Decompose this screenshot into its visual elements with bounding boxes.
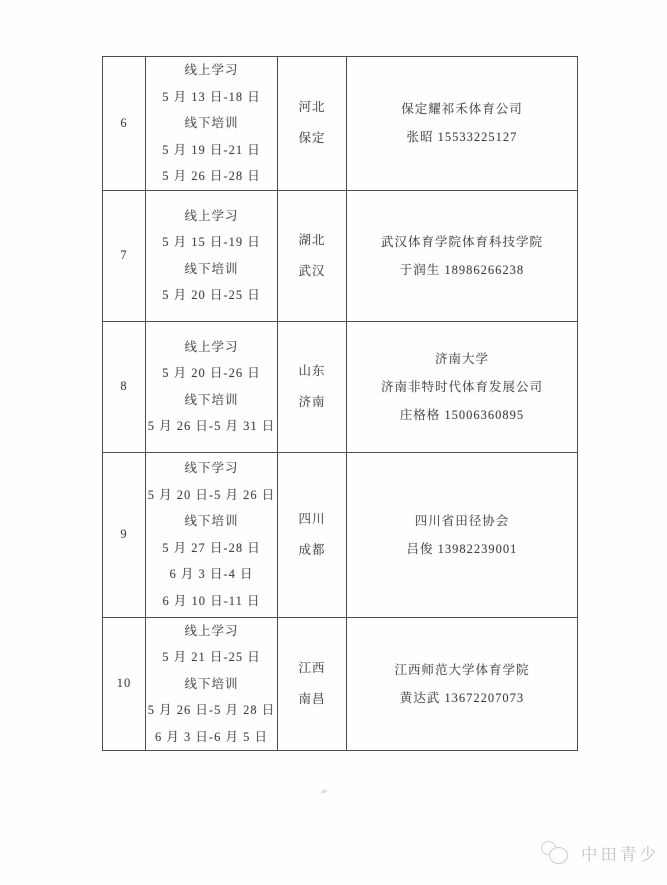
- contact-cell: [347, 617, 578, 751]
- schedule-line: 5 月 26 日-28 日: [162, 169, 261, 183]
- table-row: [103, 452, 578, 617]
- schedule-line: 5 月 27 日-28 日: [162, 540, 261, 555]
- contact-line: 黄达武 13672207073: [399, 690, 525, 705]
- contact-line: 保定耀祁禾体育公司: [401, 102, 523, 117]
- schedule-line: 5 月 13 日-18 日: [162, 89, 261, 104]
- schedule-line: 6 月 3 日-6 月 5 日: [155, 729, 268, 744]
- row-number: 7: [103, 190, 146, 321]
- contact-cell: [347, 321, 578, 452]
- logo-circle-large: [549, 847, 568, 864]
- location-cell: [278, 57, 347, 191]
- contact-line: 于润生 18986266238: [399, 262, 525, 277]
- location-line: 湖北: [298, 232, 326, 247]
- location-cell: [278, 190, 347, 321]
- schedule-cell: [146, 57, 278, 191]
- location-line: 四川: [298, 511, 326, 526]
- schedule-line: 线上学习: [184, 63, 239, 77]
- schedule-line: 5 月 19 日-21 日: [162, 142, 261, 157]
- location-cell: [278, 321, 347, 452]
- schedule-line: 5 月 26 日-5 月 28 日: [147, 703, 276, 717]
- table-row: [103, 57, 578, 191]
- row-number: 6: [103, 57, 146, 191]
- training-schedule-table: [102, 56, 578, 751]
- schedule-line: 5 月 26 日-5 月 31 日: [147, 419, 276, 433]
- contact-line: 济南大学: [434, 351, 489, 366]
- row-number: 8: [103, 321, 146, 452]
- location-line: 山东: [298, 363, 326, 378]
- schedule-line: 线下培训: [184, 514, 239, 528]
- schedule-cell: [146, 190, 278, 321]
- schedule-line: 6 月 10 日-11 日: [162, 593, 261, 608]
- contact-line: 吕俊 13982239001: [406, 541, 518, 556]
- schedule-cell: [146, 321, 278, 452]
- location-line: 河北: [298, 100, 326, 115]
- table-row: [103, 617, 578, 751]
- schedule-line: 线下培训: [184, 261, 239, 276]
- zhongtian-logo-icon: [540, 838, 574, 868]
- schedule-line: 5 月 15 日-19 日: [162, 235, 261, 249]
- schedule-line: 5 月 21 日-25 日: [162, 650, 261, 664]
- watermark-text: 中田青少: [581, 845, 659, 864]
- contact-line: 武汉体育学院体育科技学院: [380, 234, 543, 249]
- location-line: 南昌: [298, 691, 326, 706]
- contact-cell: [347, 190, 578, 321]
- schedule-line: 线下学习: [184, 461, 239, 475]
- schedule-line: 5 月 20 日-5 月 26 日: [147, 487, 276, 502]
- schedule-line: 5 月 20 日-26 日: [162, 366, 261, 380]
- scan-artifact: [321, 789, 328, 794]
- location-cell: [278, 617, 347, 751]
- contact-line: 江西师范大学体育学院: [394, 662, 530, 677]
- contact-line: 四川省田径协会: [414, 513, 510, 528]
- schedule-cell: [146, 452, 278, 617]
- table-row: [103, 321, 578, 452]
- contact-line: 济南非特时代体育发展公司: [380, 379, 543, 394]
- schedule-line: 线下培训: [184, 392, 239, 407]
- schedule-line: 线上学习: [184, 623, 239, 638]
- schedule-line: 线上学习: [184, 208, 239, 223]
- schedule-line: 线下培训: [184, 116, 239, 130]
- row-number: 10: [103, 617, 146, 751]
- contact-line: 张昭 15533225127: [406, 130, 518, 145]
- location-line: 成都: [298, 542, 326, 557]
- schedule-line: 线上学习: [184, 339, 239, 354]
- schedule-line: 5 月 20 日-25 日: [162, 288, 261, 302]
- schedule-line: 线下培训: [184, 676, 239, 691]
- watermark: [540, 838, 659, 868]
- row-number: 9: [103, 452, 146, 617]
- location-cell: [278, 452, 347, 617]
- contact-line: 庄格格 15006360895: [399, 407, 525, 422]
- location-line: 济南: [298, 394, 326, 409]
- contact-cell: [347, 57, 578, 191]
- schedule-line: 6 月 3 日-4 日: [169, 567, 254, 581]
- table-row: [103, 190, 578, 321]
- schedule-cell: [146, 617, 278, 751]
- location-line: 江西: [298, 660, 326, 675]
- location-line: 保定: [298, 131, 326, 146]
- location-line: 武汉: [298, 263, 326, 278]
- contact-cell: [347, 452, 578, 617]
